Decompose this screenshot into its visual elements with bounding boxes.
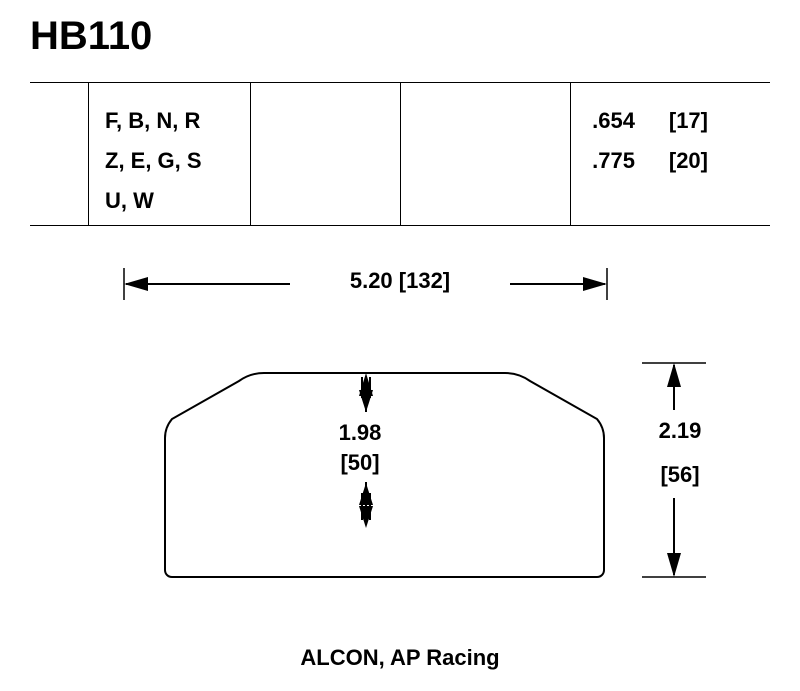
table-bottom-rule bbox=[30, 225, 770, 226]
thickness-inches-row-1: .654 bbox=[592, 108, 635, 133]
slot-arrow-down-outer bbox=[359, 506, 373, 528]
compound-codes-row-3: U, W bbox=[105, 188, 154, 213]
width-arrow-right bbox=[583, 277, 607, 291]
pad-center-slot bbox=[362, 377, 370, 520]
table-vline-3 bbox=[400, 82, 401, 225]
slot-arrow-down-inner bbox=[359, 483, 373, 505]
manufacturer-label: ALCON, AP Racing bbox=[300, 645, 500, 670]
slot-dimension-inches-label: 1.98 bbox=[338, 420, 382, 445]
thickness-inches-row-2: .775 bbox=[592, 148, 635, 173]
slot-dimension-mm-label: [50] bbox=[340, 450, 380, 475]
table-vline-4 bbox=[570, 82, 571, 225]
height-arrow-bottom bbox=[667, 553, 681, 577]
compound-codes-row-2: Z, E, G, S bbox=[105, 148, 202, 173]
slot-arrow-up-outer bbox=[359, 373, 373, 396]
thickness-mm-row-1: [17] bbox=[668, 108, 708, 133]
height-dimension-inches-label: 2.19 bbox=[658, 418, 702, 443]
slot-arrow-up-inner bbox=[359, 390, 373, 412]
table-vline-2 bbox=[250, 82, 251, 225]
width-arrow-left bbox=[124, 277, 148, 291]
page-title: HB110 bbox=[30, 14, 153, 58]
width-dimension-label: 5.20 [132] bbox=[349, 268, 451, 293]
compound-codes-row-1: F, B, N, R bbox=[105, 108, 201, 133]
height-arrow-top bbox=[667, 363, 681, 387]
table-vline-1 bbox=[88, 82, 89, 225]
thickness-mm-row-2: [20] bbox=[668, 148, 708, 173]
height-dimension-mm-label: [56] bbox=[660, 462, 700, 487]
